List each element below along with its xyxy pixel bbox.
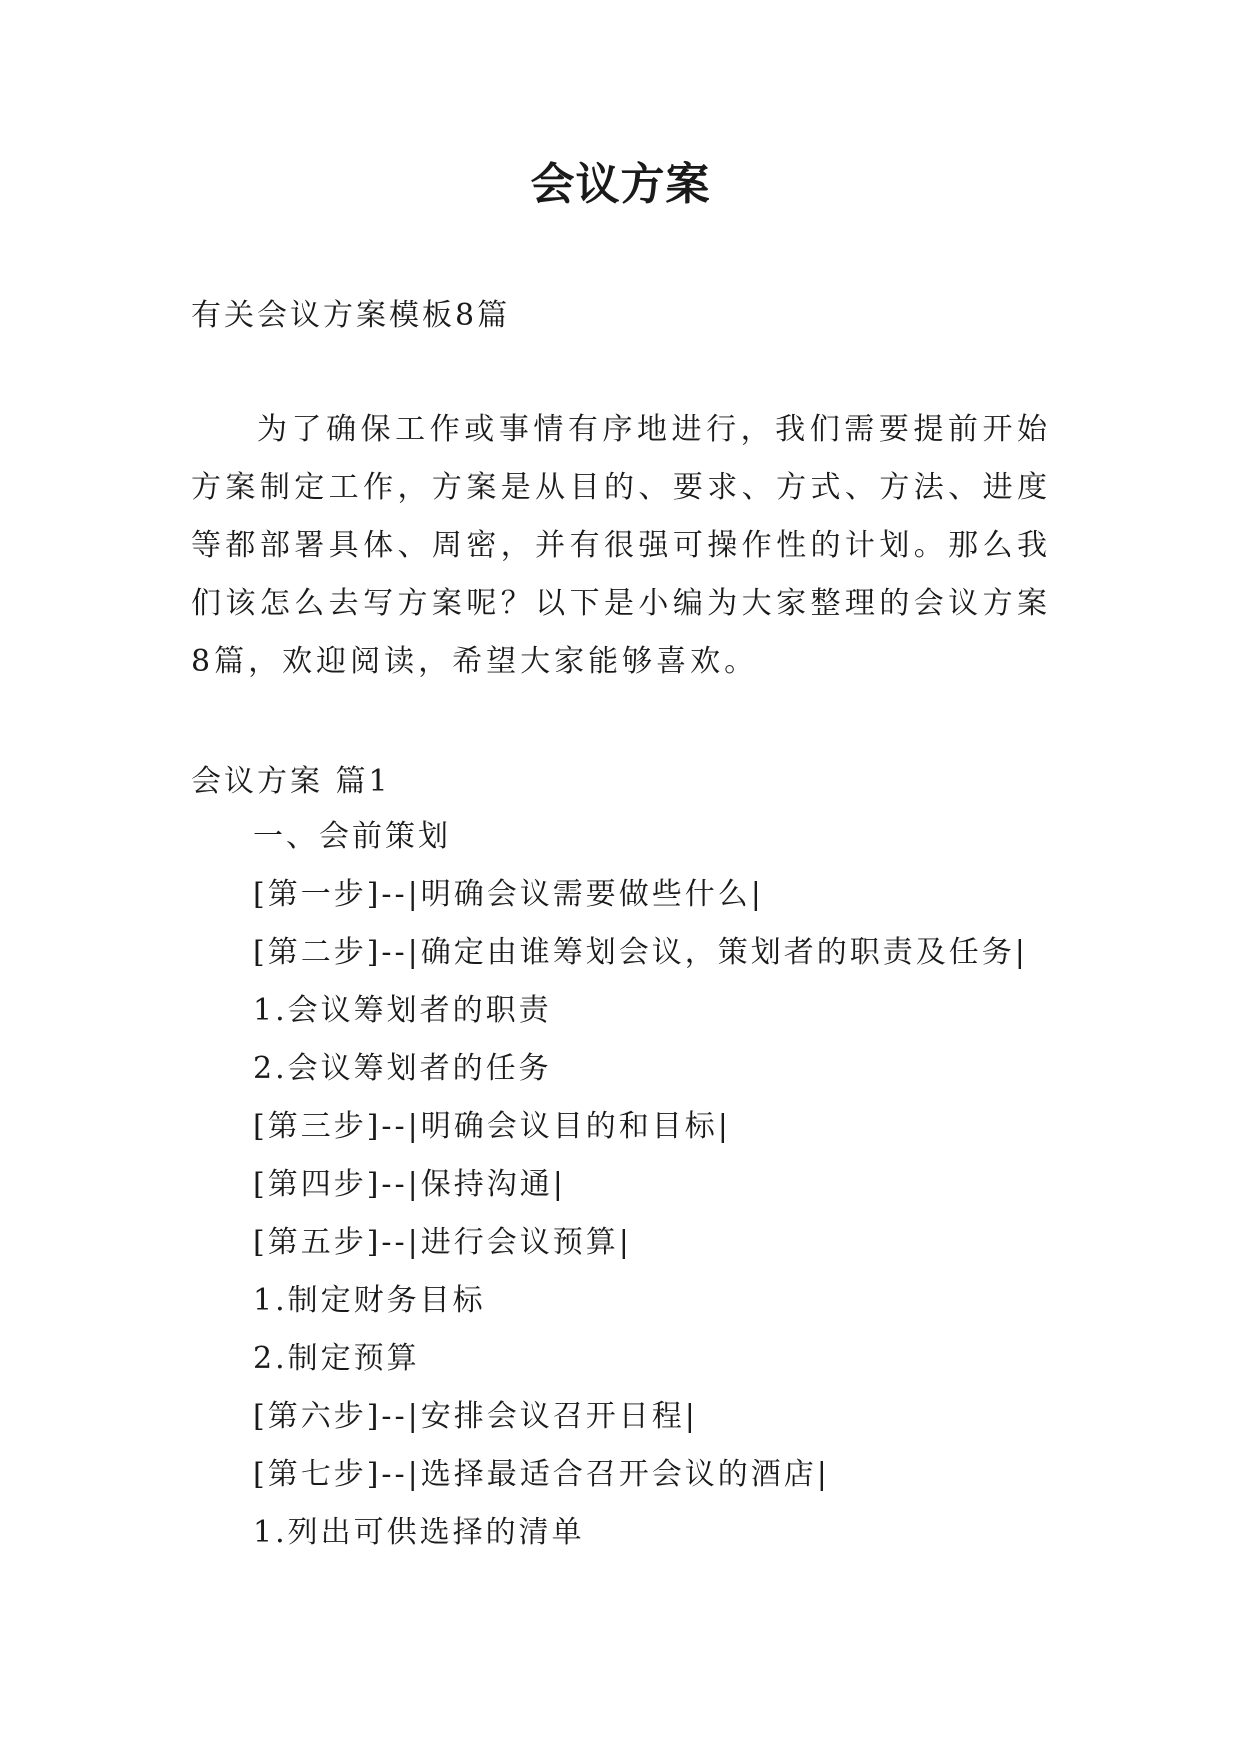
outline-item: 1.会议筹划者的职责 — [253, 993, 552, 1028]
outline-item: 2.制定预算 — [253, 1341, 420, 1376]
outline-item: [第一步]--|明确会议需要做些什么| — [253, 877, 764, 912]
section-heading: 会议方案 篇1 — [191, 764, 391, 799]
document-subtitle: 有关会议方案模板8篇 — [191, 298, 511, 333]
intro-paragraph: 为了确保工作或事情有序地进行，我们需要提前开始方案制定工作，方案是从目的、要求、方式、方法、进度等都部署具体、周密，并有很强可操作性的计划。那么我们该怎么去写方案呢？以下是小编为大家整理的会议方案8篇，欢迎阅读，希望大家能够喜欢。 — [191, 412, 1051, 679]
outline-item: 一、会前策划 — [253, 819, 451, 854]
outline-item: [第二步]--|确定由谁筹划会议，策划者的职责及任务| — [253, 935, 1028, 970]
outline-item: 2.会议筹划者的任务 — [253, 1051, 552, 1086]
outline-item: 1.制定财务目标 — [253, 1283, 486, 1318]
document-title: 会议方案 — [530, 159, 711, 210]
outline-item: [第七步]--|选择最适合召开会议的酒店| — [253, 1457, 830, 1492]
outline-item: [第五步]--|进行会议预算| — [253, 1225, 632, 1260]
outline-item: [第六步]--|安排会议召开日程| — [253, 1399, 698, 1434]
outline-item: [第三步]--|明确会议目的和目标| — [253, 1109, 731, 1144]
outline-item: 1.列出可供选择的清单 — [253, 1515, 585, 1550]
outline-item: [第四步]--|保持沟通| — [253, 1167, 566, 1202]
outline-list — [253, 808, 1028, 1562]
